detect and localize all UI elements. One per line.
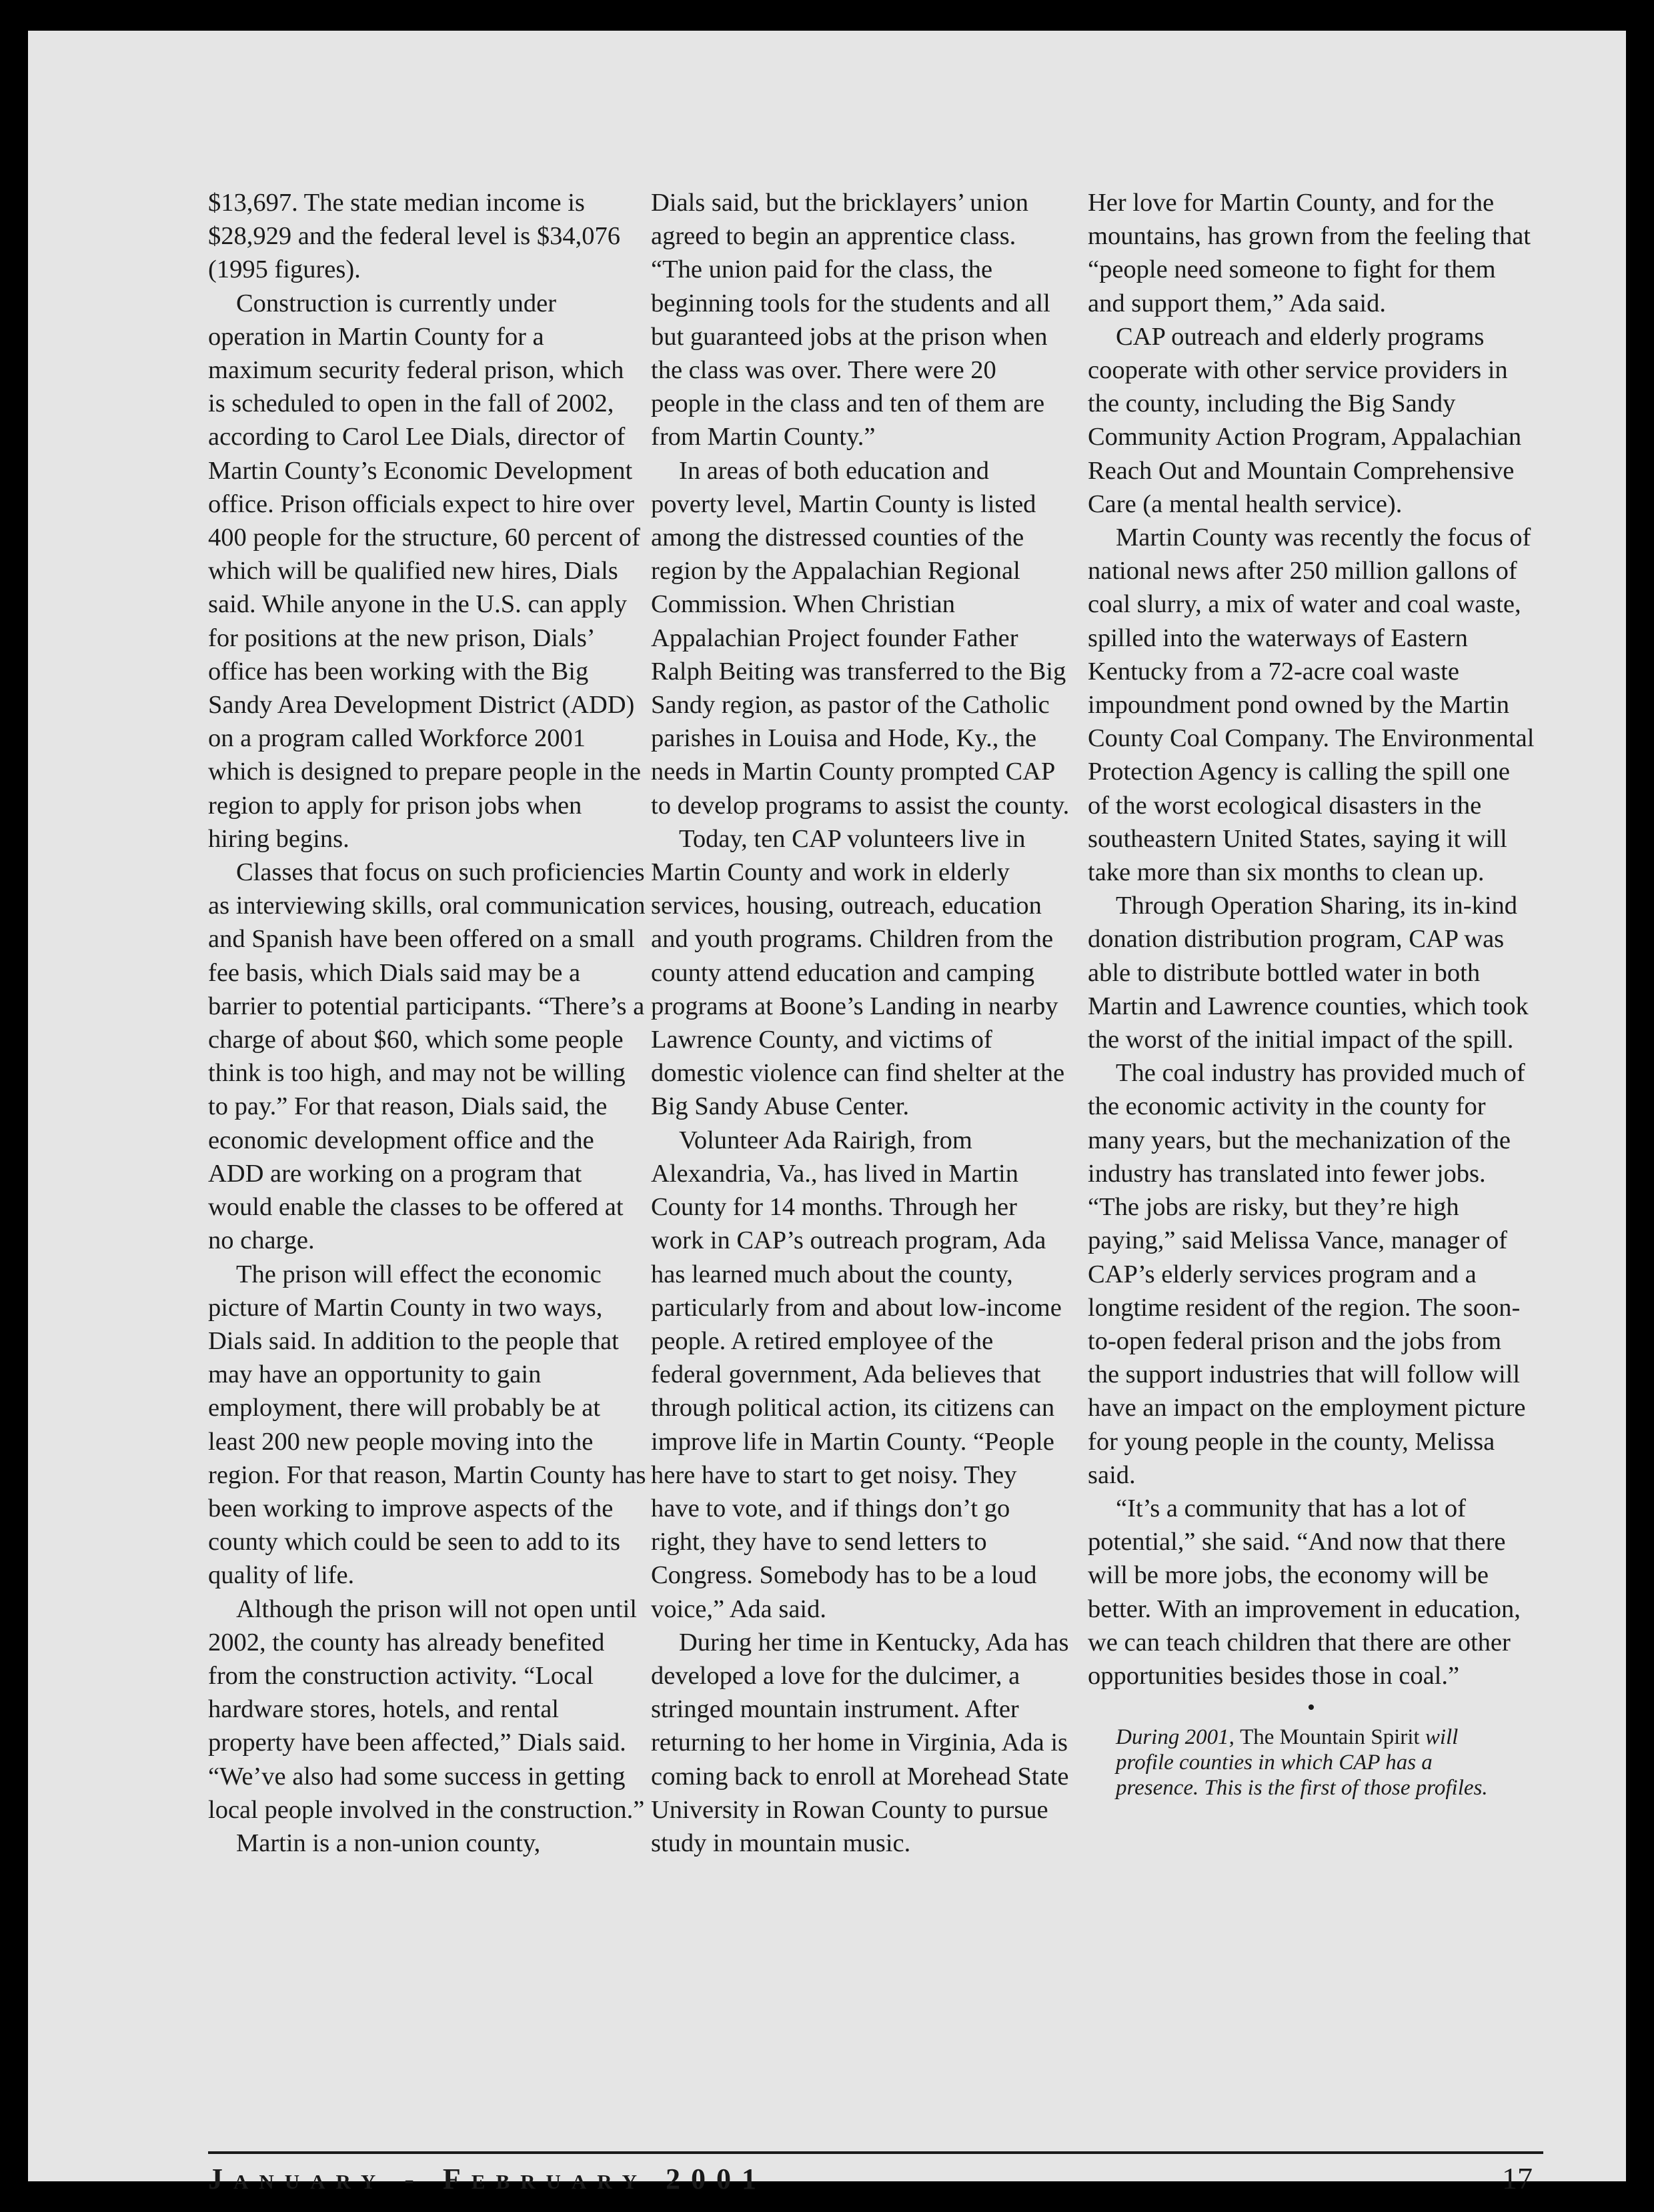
paragraph: Through Operation Sharing, its in-kind donation distribution program, CAP was able to distribute bottled water in both Martin and Lawrence counties, which took the worst of the initial impact of the spill.	[1088, 892, 1529, 1054]
text-column-1	[208, 186, 647, 1860]
editor-note-part1: During 2001,	[1116, 1725, 1240, 1750]
bullet-separator: •	[1307, 1695, 1315, 1721]
text-column-3	[1088, 186, 1535, 1801]
magazine-page	[28, 31, 1626, 2195]
paragraph: Martin County was recently the focus of national news after 250 million gallons of coal slurry, a mix of water and coal waste, spilled into the waterways of Eastern Kentucky from a 72-acre coal waste impoundment pond owned by the Martin County Coal Company. The Environmental Protection Agency is calling the spill one of the worst ecological disasters in the southeastern United States, saying it will take more than six months to clean up.	[1088, 523, 1535, 887]
footer-rule	[208, 2151, 1543, 2154]
paragraph: Her love for Martin County, and for the mountains, has grown from the feeling that “people need someone to fight for them and support them,” Ada said.	[1088, 189, 1531, 317]
paragraph: $13,697. The state median income is $28,929 and the federal level is $34,076 (1995 figures).	[208, 189, 620, 284]
page-number: 17	[1502, 2161, 1533, 2195]
editor-note	[1116, 1725, 1489, 1801]
paragraph: Today, ten CAP volunteers live in Martin County and work in elderly services, housing, outreach, education and youth programs. Children from the county attend education and camping programs at Boone’s Landing in nearby Lawrence County, and victims of domestic violence can find shelter at the Big Sandy Abuse Center.	[651, 824, 1065, 1121]
paragraph: The coal industry has provided much of the economic activity in the county for many years, but the mechanization of the industry has translated into fewer jobs. “The jobs are risky, but they’re high paying,” said Melissa Vance, manager of CAP’s elderly services program and a longtime resident of the region. The soon-to-open federal prison and the jobs from the support industries that will follow will have an impact on the employment picture for young people in the county, Melissa said.	[1088, 1059, 1526, 1489]
paragraph: During her time in Kentucky, Ada has developed a love for the dulcimer, a stringed mountain instrument. After returning to her home in Virginia, Ada is coming back to enroll at Morehead State University in Rowan County to pursue study in mountain music.	[651, 1628, 1069, 1857]
paragraph: The prison will effect the economic picture of Martin County in two ways, Dials said. In addition to the people that may have an opportunity to gain employment, there will probably be at least 200 new people moving into the region. For that reason, Martin County has been working to improve aspects of the county which could be seen to add to its quality of life.	[208, 1260, 646, 1590]
paragraph: CAP outreach and elderly programs cooperate with other service providers in the county, including the Big Sandy Community Action Program, Appalachian Reach Out and Mountain Comprehensive Care (a mental health service).	[1088, 322, 1522, 518]
text-column-2	[651, 186, 1070, 1860]
issue-date: January - February 2001	[208, 2163, 767, 2195]
editor-note-part2: will profile counties in which CAP has a presence. This is the first of those profiles.	[1116, 1725, 1488, 1801]
paragraph: Volunteer Ada Rairigh, from Alexandria, Va., has lived in Martin County for 14 months. Through her work in CAP’s outreach program, Ada has learned much about the county, particularly from and about low-income people. A retired employee of the federal government, Ada believes that through political action, its citizens can improve life in Martin County. “People here have to start to get noisy. They have to vote, and if things don’t go right, they have to send letters to Congress. Somebody has to be a loud voice,” Ada said.	[651, 1126, 1062, 1623]
paragraph: Classes that focus on such proficiencies as interviewing skills, oral communication and Spanish have been offered on a small fee basis, which Dials said may be a barrier to potential participants. “There’s a charge of about $60, which some people think is too high, and may not be willing to pay.” For that reason, Dials said, the economic development office and the ADD are working on a program that would enable the classes to be offered at no charge.	[208, 858, 646, 1255]
paragraph: Construction is currently under operation in Martin County for a maximum security federal prison, which is scheduled to open in the fall of 2002, according to Carol Lee Dials, director of Martin County’s Economic Development office. Prison officials expect to hire over 400 people for the structure, 60 percent of which will be qualified new hires, Dials said. While anyone in the U.S. can apply for positions at the new prison, Dials’ office has been working with the Big Sandy Area Development District (ADD) on a program called Workforce 2001 which is designed to prepare people in the region to apply for prison jobs when hiring begins.	[208, 289, 641, 853]
paragraph: In areas of both education and poverty level, Martin County is listed among the distressed counties of the region by the Appalachian Regional Commission. When Christian Appalachian Project founder Father Ralph Beiting was transferred to the Big Sandy region, as pastor of the Catholic parishes in Louisa and Hode, Ky., the needs in Martin County prompted CAP to develop programs to assist the county.	[651, 456, 1070, 820]
publication-name: The Mountain Spirit	[1240, 1725, 1420, 1750]
paragraph: “It’s a community that has a lot of potential,” she said. “And now that there will be more jobs, the economy will be better. With an improvement in education, we can teach children that there are other opportunities besides those in coal.”	[1088, 1494, 1521, 1690]
paragraph: Dials said, but the bricklayers’ union agreed to begin an apprentice class. “The union paid for the class, the beginning tools for the students and all but guaranteed jobs at the prison when the class was over. There were 20 people in the class and ten of them are from Martin County.”	[651, 189, 1050, 451]
paragraph: Martin is a non-union county,	[236, 1829, 541, 1857]
paragraph: Although the prison will not open until 2002, the county has already benefited from the construction activity. “Local hardware stores, hotels, and rental property have been affected,” Dials said. “We’ve also had some success in getting local people involved in the construction.”	[208, 1594, 645, 1824]
